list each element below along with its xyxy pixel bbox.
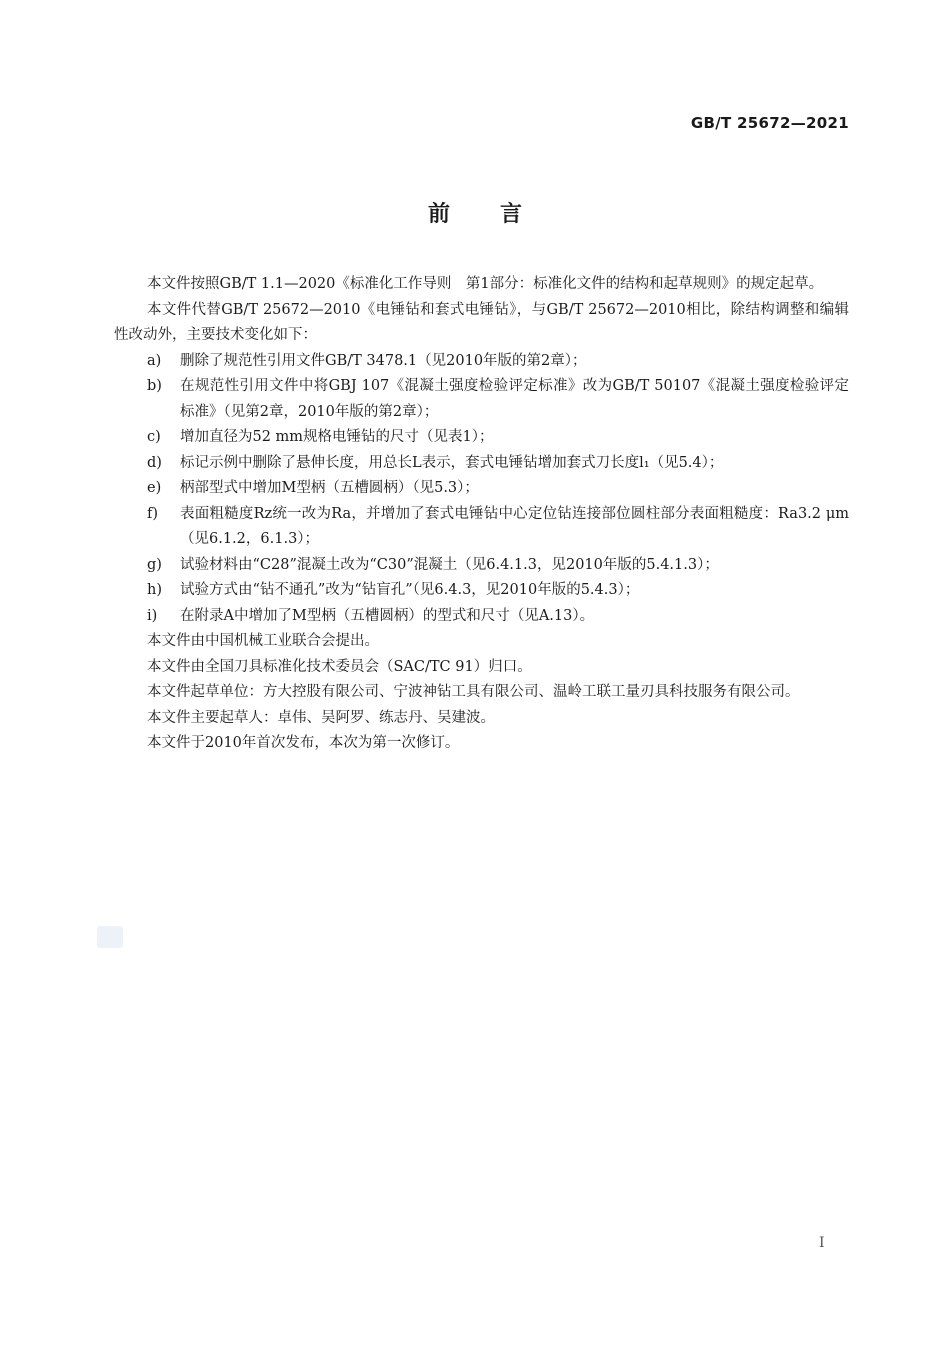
paragraph-drafting-rules: 本文件按照GB/T 1.1—2020《标准化工作导则 第1部分：标准化文件的结构和起草规则》的规定起草。 — [147, 276, 824, 292]
list-item-marker: g) — [147, 556, 162, 573]
list-item-text: 试验方式由“钻不通孔”改为“钻盲孔”（见6.4.3，见2010年版的5.4.3）； — [180, 582, 640, 598]
page-number: I — [819, 1235, 825, 1251]
paragraph-history: 本文件于2010年首次发布，本次为第一次修订。 — [147, 735, 460, 751]
list-item-text: 在附录A中增加了M型柄（五槽圆柄）的型式和尺寸（见A.13）。 — [180, 607, 595, 624]
list-item-marker: c) — [147, 429, 161, 445]
list-item-marker: h) — [147, 582, 162, 598]
paragraph-committee: 本文件由全国刀具标准化技术委员会（SAC/TC 91）归口。 — [147, 658, 532, 675]
list-item-text: 表面粗糙度Rz统一改为Ra，并增加了套式电锤钻中心定位钻连接部位圆柱部分表面粗糙度：Ra3.2 μm（见6.1.2，6.1.3）； — [180, 505, 849, 547]
list-item — [114, 374, 849, 425]
list-item — [114, 578, 849, 604]
changes-list — [114, 349, 849, 630]
list-item-marker: b) — [147, 378, 162, 394]
list-item-marker: a) — [147, 352, 162, 369]
list-item-marker: e) — [147, 480, 162, 496]
list-item — [114, 604, 849, 630]
list-item — [114, 502, 849, 553]
list-item-text: 删除了规范性引用文件GB/T 3478.1（见2010年版的第2章）； — [180, 352, 587, 369]
list-item-marker: f) — [147, 505, 159, 522]
page-title: 前言 — [427, 202, 572, 227]
list-item — [114, 425, 849, 451]
list-item-text: 在规范性引用文件中将GBJ 107《混凝土强度检验评定标准》改为GB/T 50107《混凝土强度检验评定标准》（见第2章，2010年版的第2章）； — [180, 378, 849, 420]
watermark-logo — [97, 926, 123, 948]
list-item-text: 标记示例中删除了悬伸长度，用总长L表示，套式电锤钻增加套式刀长度l₁（见5.4）； — [180, 454, 724, 471]
list-item — [114, 476, 849, 502]
list-item-text: 增加直径为52 mm规格电锤钻的尺寸（见表1）； — [180, 429, 494, 445]
paragraph-drafting-units: 本文件起草单位：方大控股有限公司、宁波神钻工具有限公司、温岭工联工量刃具科技服务有限公司。 — [147, 684, 800, 700]
paragraph-replacement: 本文件代替GB/T 25672—2010《电锤钻和套式电锤钻》，与GB/T 25672—2010相比，除结构调整和编辑性改动外，主要技术变化如下： — [114, 301, 849, 343]
standard-code: GB/T 25672—2021 — [690, 114, 849, 132]
list-item-text: 试验材料由“C28”混凝土改为“C30”混凝土（见6.4.1.3，见2010年版的5.4.1.3）； — [180, 556, 719, 573]
list-item-text: 柄部型式中增加M型柄（五槽圆柄）（见5.3）； — [180, 480, 479, 496]
list-item — [114, 451, 849, 477]
list-item-marker: i) — [147, 607, 158, 624]
paragraph-proposer: 本文件由中国机械工业联合会提出。 — [147, 633, 379, 649]
paragraph-drafters: 本文件主要起草人：卓伟、吴阿罗、练志丹、吴建波。 — [147, 709, 495, 726]
list-item-marker: d) — [147, 454, 162, 471]
list-item — [114, 553, 849, 579]
list-item — [114, 349, 849, 375]
foreword-body — [114, 272, 849, 757]
